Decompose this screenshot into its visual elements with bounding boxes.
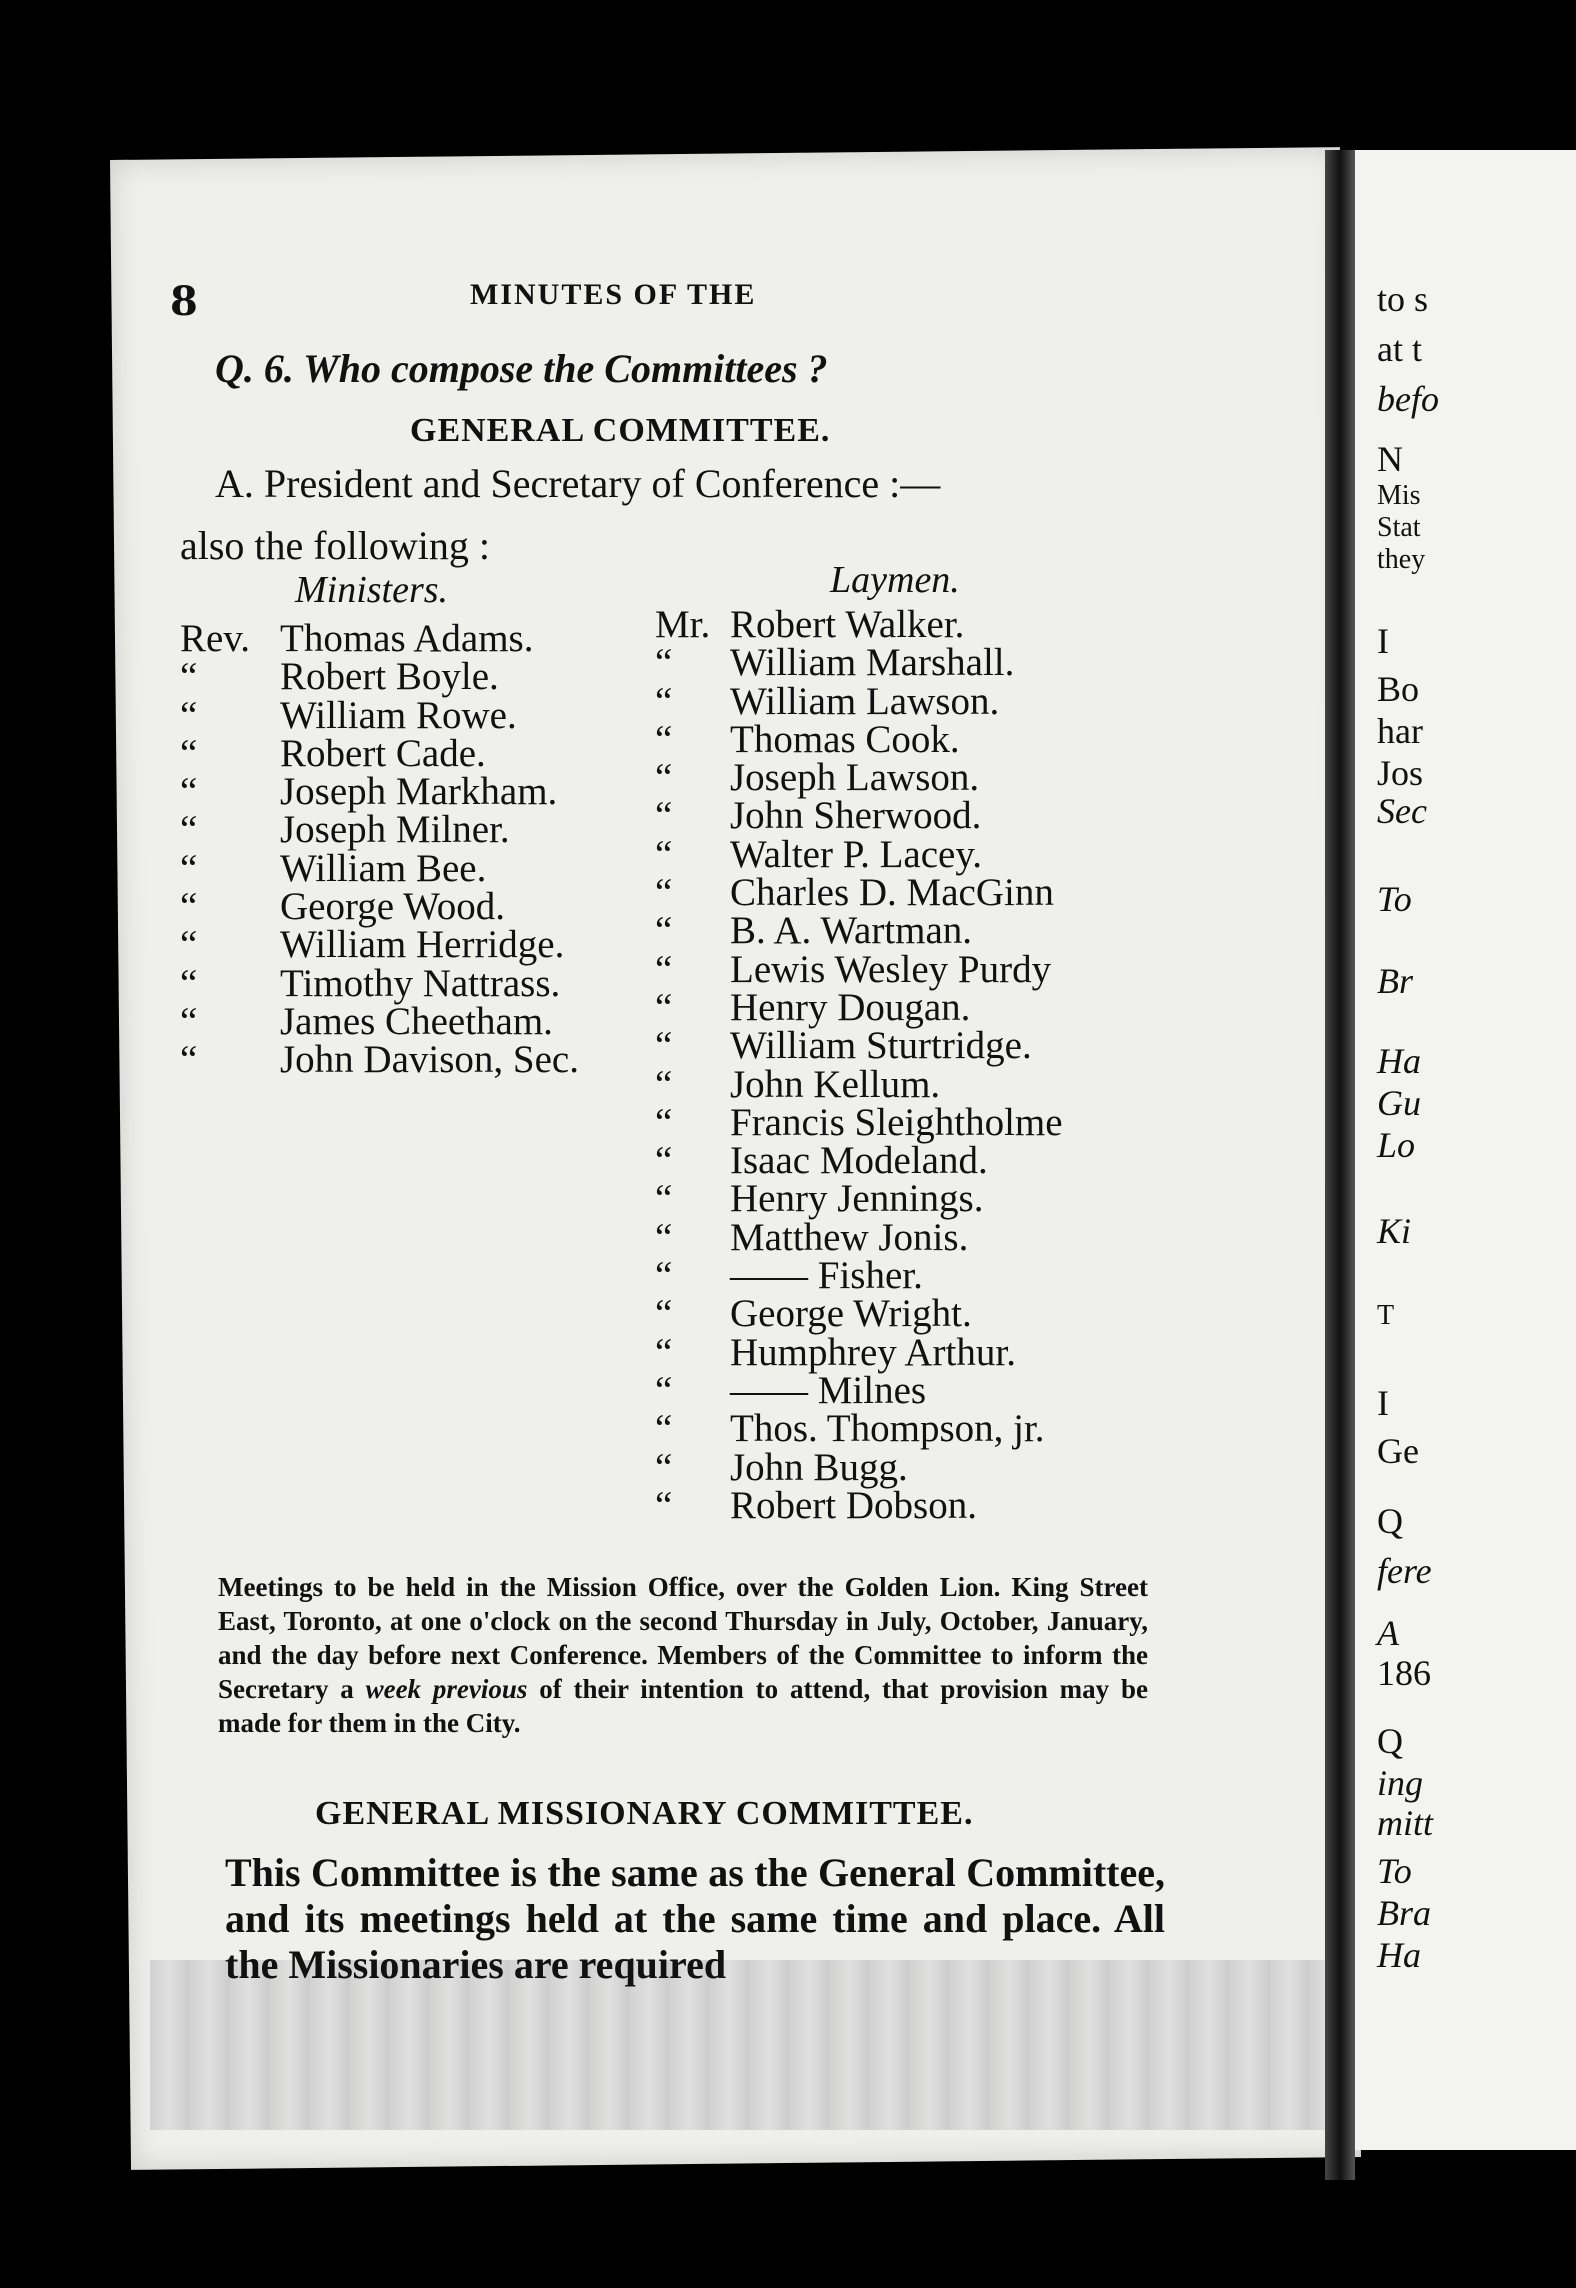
list-item: [655, 1100, 1063, 1144]
notice-text-2: of their intention to attend, that provision may be made for them in the City.: [218, 1674, 1148, 1738]
name-prefix: “: [655, 1445, 673, 1489]
right-page-line: Ge: [1377, 1431, 1419, 1471]
person-name: John Kellum.: [730, 1062, 941, 1106]
person-name: Robert Dobson.: [730, 1483, 977, 1527]
person-name: John Sherwood.: [730, 794, 982, 838]
person-name: Henry Jennings.: [730, 1177, 984, 1221]
page-number: 8: [170, 278, 198, 325]
meetings-notice: [218, 1570, 1148, 1740]
notice-text-1: Meetings to be held in the Mission Office, over the Golden Lion. King Street East, Toronto, at one o'clock on the second Thursday in July, October, January, and the day before next Conference. Members of the Committee to inform the Secretary a: [218, 1572, 1148, 1704]
person-name: William Sturtridge.: [730, 1024, 1032, 1068]
list-item: [655, 1062, 1063, 1106]
person-name: —— Fisher.: [730, 1254, 923, 1298]
list-item: [655, 1407, 1063, 1451]
name-prefix: “: [180, 885, 198, 929]
right-page-line: har: [1377, 711, 1423, 751]
list-item: [180, 655, 579, 699]
name-prefix: “: [655, 756, 673, 800]
right-page-line: they: [1377, 544, 1426, 575]
person-name: Henry Dougan.: [730, 985, 971, 1029]
list-item: [655, 871, 1063, 915]
person-name: Robert Cade.: [280, 731, 486, 775]
right-page-line: I: [1377, 621, 1389, 661]
person-name: William Lawson.: [730, 679, 1000, 723]
list-item: [655, 947, 1063, 991]
committee-intro-line-1: A. President and Secretary of Conference :—: [215, 461, 941, 506]
right-page-line: mitt: [1377, 1803, 1434, 1843]
list-item: [655, 832, 1063, 876]
name-prefix: “: [180, 731, 198, 775]
name-prefix: “: [655, 985, 673, 1029]
list-item: [180, 617, 579, 660]
person-name: James Cheetham.: [280, 999, 553, 1043]
list-item: [180, 693, 579, 737]
list-item: [180, 846, 579, 890]
person-name: Thomas Cook.: [730, 717, 960, 761]
person-name: Lewis Wesley Purdy: [730, 947, 1052, 991]
list-item: [655, 985, 1063, 1029]
right-page-line: Stat: [1377, 512, 1421, 543]
list-item: [655, 679, 1063, 723]
person-name: Thos. Thompson, jr.: [730, 1407, 1045, 1451]
right-page-line: 186: [1377, 1653, 1431, 1693]
list-item: [180, 770, 579, 814]
right-page-line: Ha: [1377, 1935, 1421, 1975]
name-prefix: “: [655, 1062, 673, 1106]
name-prefix: “: [655, 794, 673, 838]
list-item: [180, 923, 579, 967]
right-page-fragment: [1355, 150, 1576, 2150]
name-prefix: “: [655, 832, 673, 876]
person-name: William Herridge.: [280, 923, 565, 967]
right-page-line: Bra: [1377, 1893, 1431, 1933]
name-prefix: “: [180, 1038, 198, 1082]
person-name: Joseph Markham.: [280, 770, 558, 814]
right-page-line: N: [1377, 439, 1403, 479]
list-item: [180, 999, 579, 1043]
person-name: Joseph Milner.: [280, 808, 510, 852]
right-page-line: Sec: [1377, 791, 1427, 831]
list-item: [655, 794, 1063, 838]
list-item: [655, 909, 1063, 953]
name-prefix: “: [655, 1177, 673, 1221]
book-gutter: [1325, 150, 1355, 2180]
list-item: [655, 717, 1063, 761]
right-page-line: Lo: [1377, 1125, 1416, 1165]
list-item: [655, 1215, 1063, 1259]
name-prefix: “: [655, 909, 673, 953]
right-page-line: I: [1377, 1383, 1389, 1423]
name-prefix: “: [655, 679, 673, 723]
person-name: William Rowe.: [280, 693, 517, 737]
person-name: Robert Boyle.: [280, 655, 499, 699]
name-prefix: “: [655, 1407, 673, 1451]
right-page-line: Ki: [1377, 1211, 1412, 1251]
list-item: [655, 1445, 1063, 1489]
general-committee-heading: GENERAL COMMITTEE.: [410, 412, 831, 449]
person-name: George Wright.: [730, 1292, 972, 1336]
person-name: Matthew Jonis.: [730, 1215, 969, 1259]
list-item: [655, 1483, 1063, 1527]
right-page-line: ing: [1377, 1763, 1424, 1803]
name-prefix: “: [180, 808, 198, 852]
person-name: John Bugg.: [730, 1445, 908, 1489]
person-name: Francis Sleightholme: [730, 1100, 1063, 1144]
right-page-line: to s: [1377, 279, 1429, 319]
list-item: [655, 1139, 1063, 1183]
right-page-line: T: [1377, 1300, 1395, 1331]
name-prefix: “: [655, 1139, 673, 1183]
list-item: [180, 808, 579, 852]
name-prefix: Rev.: [180, 617, 251, 660]
person-name: John Davison, Sec.: [280, 1038, 579, 1082]
name-prefix: “: [655, 1330, 673, 1374]
right-page-line: Br: [1377, 961, 1413, 1001]
right-page-line: A: [1377, 1613, 1399, 1653]
name-prefix: “: [655, 1483, 673, 1527]
committee-intro-line-2: also the following :: [180, 523, 490, 568]
right-page-line: Gu: [1377, 1083, 1421, 1123]
person-name: Charles D. MacGinn: [730, 871, 1054, 915]
name-prefix: “: [655, 871, 673, 915]
right-page-line: fere: [1377, 1551, 1432, 1591]
person-name: Isaac Modeland.: [730, 1139, 988, 1183]
name-prefix: “: [180, 923, 198, 967]
list-item: [655, 1292, 1063, 1336]
person-name: Timothy Nattrass.: [280, 961, 561, 1005]
name-prefix: “: [180, 770, 198, 814]
ministers-column-heading: Ministers.: [295, 569, 449, 611]
list-item: [655, 1177, 1063, 1221]
person-name: William Bee.: [280, 846, 487, 890]
right-page-line: Bo: [1377, 669, 1420, 709]
right-page-line: Q: [1377, 1721, 1403, 1761]
right-page-line: To: [1377, 1851, 1412, 1891]
right-page-line: Q: [1377, 1501, 1403, 1541]
person-name: William Marshall.: [730, 641, 1015, 685]
list-item: [655, 1024, 1063, 1068]
name-prefix: “: [655, 641, 673, 685]
ministers-list: [180, 617, 579, 1082]
missionary-committee-text: This Committee is the same as the General Committee, and its meetings held at the same time and place. All the Missionaries are required: [225, 1850, 1165, 1987]
person-name: —— Milnes: [730, 1368, 927, 1412]
person-name: Thomas Adams.: [280, 617, 534, 660]
right-page-line: Jos: [1377, 753, 1424, 793]
person-name: Robert Walker.: [730, 603, 965, 646]
list-item: [655, 1254, 1063, 1298]
notice-emphasis: week previous: [365, 1674, 528, 1704]
name-prefix: “: [655, 717, 673, 761]
name-prefix: “: [180, 999, 198, 1043]
list-item: [655, 603, 1063, 646]
name-prefix: Mr.: [655, 603, 711, 646]
list-item: [655, 1330, 1063, 1374]
question-heading: Q. 6. Who compose the Committees ?: [215, 346, 828, 391]
right-page-line: To: [1377, 879, 1412, 919]
person-name: Joseph Lawson.: [730, 756, 980, 800]
list-item: [180, 885, 579, 929]
missionary-committee-heading: GENERAL MISSIONARY COMMITTEE.: [315, 1795, 974, 1832]
name-prefix: “: [180, 846, 198, 890]
list-item: [180, 731, 579, 775]
name-prefix: “: [655, 1100, 673, 1144]
laymen-list: [655, 603, 1063, 1527]
name-prefix: “: [655, 1292, 673, 1336]
name-prefix: “: [655, 947, 673, 991]
name-prefix: “: [180, 655, 198, 699]
name-prefix: “: [180, 961, 198, 1005]
list-item: [180, 961, 579, 1005]
running-head: MINUTES OF THE: [470, 278, 757, 311]
right-page-line: at t: [1377, 329, 1422, 369]
person-name: Walter P. Lacey.: [730, 832, 983, 876]
person-name: B. A. Wartman.: [730, 909, 973, 953]
right-page-line: befo: [1377, 379, 1439, 419]
laymen-column-heading: Laymen.: [830, 559, 960, 601]
person-name: Humphrey Arthur.: [730, 1330, 1016, 1374]
name-prefix: “: [655, 1215, 673, 1259]
person-name: George Wood.: [280, 885, 506, 929]
list-item: [180, 1038, 579, 1082]
right-page-line: Mis: [1377, 480, 1421, 511]
name-prefix: “: [655, 1024, 673, 1068]
list-item: [655, 641, 1063, 685]
list-item: [655, 1368, 1063, 1412]
name-prefix: “: [655, 1368, 673, 1412]
name-prefix: “: [180, 693, 198, 737]
name-prefix: “: [655, 1254, 673, 1298]
list-item: [655, 756, 1063, 800]
right-page-line: Ha: [1377, 1041, 1421, 1081]
